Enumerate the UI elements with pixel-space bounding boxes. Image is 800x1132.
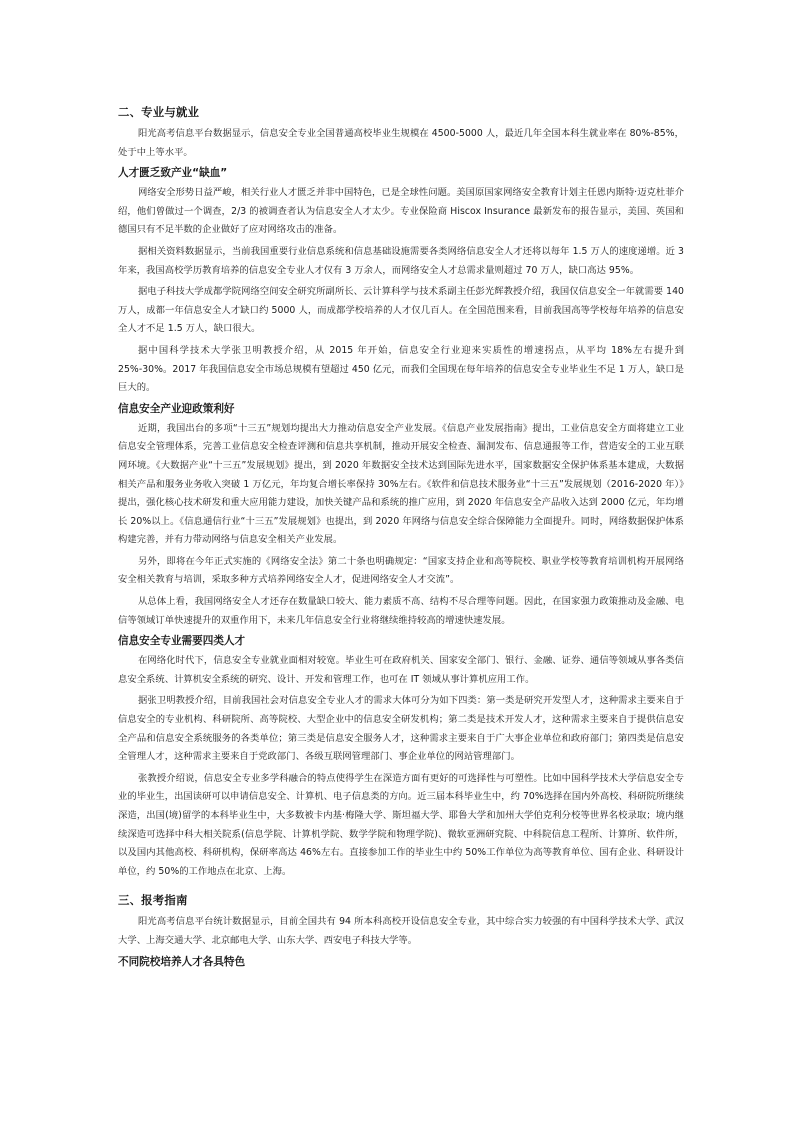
section-heading: 二、专业与就业 <box>118 105 200 119</box>
subsection-heading: 不同院校培养人才各具特色 <box>118 955 246 968</box>
paragraph: 据张卫明教授介绍，目前我国社会对信息安全专业人才的需求大体可分为如下四类：第一类是研究开发型人才，这种需求主要来自于信息安全的专业机构、科研院所、高等院校、大型企业中的信息安全研发机构；第二类是技术开发人才，这种需求主要来自于提供信息安全产品和信息安全系统服务的各类单位；第三类是信息安全服务人才，这种需求主要来自于广大事企业单位和政府部门；第四类是信息安全管理人才，这种需求主要来自于党政部门、各级互联网管理部门、事企业单位的网站管理部门。 <box>118 695 684 763</box>
paragraph: 近期，我国出台的多项“十三五”规划均提出大力推动信息安全产业发展。《信息产业发展指南》提出，工业信息安全方面将建立工业信息安全管理体系，完善工业信息安全检查评测和信息共享机制，推动开展安全检查、漏洞发布、信息通报等工作，营造安全的工业互联网环境。《大数据产业“十三五”发展规划》提出，到 2020 年数据安全技术达到国际先进水平，国家数据安全保护体系基本建成，大数据相关产品和服务业务收入突破 1 万亿元，年均复合增长率保持 30%左右。《软件和信息技术服务业“十三五”发展规划（2016-2020 年）》提出，强化核心技术研发和重大应用能力建设，加快关键产品和系统的推广应用，到 2020 年信息安全产品收入达到 2000 亿元，年均增长 20%以上。《信息通信行业“十三五”发展规划》也提出，到 2020 年网络与信息安全综合保障能力全面提升。同时，网络数据保护体系构建完善，并有力带动网络与信息安全相关产业发展。 <box>118 422 684 546</box>
section-spacer <box>118 884 684 892</box>
paragraph: 另外，即将在今年正式实施的《网络安全法》第二十条也明确规定：“国家支持企业和高等院校、职业学校等教育培训机构开展网络安全相关教育与培训，采取多种方式培养网络安全人才，促进网络安全人才交流”。 <box>118 555 684 586</box>
paragraph: 据电子科技大学成都学院网络空间安全研究所副所长、云计算科学与技术系副主任彭光辉教授介绍，我国仅信息安全一年就需要 140 万人，成都一年信息安全人才缺口约 5000 人，而成都学校培养的人才仅几百人。在全国范围来看，目前我国高等学校每年培养的信息安全人才不足 1.5 万人，缺口很大。 <box>118 286 684 335</box>
section-heading: 三、报考指南 <box>118 893 188 908</box>
paragraph: 据相关资料数据显示，当前我国重要行业信息系统和信息基础设施需要各类网络信息安全人才还将以每年 1.5 万人的速度递增。近 3 年来，我国高校学历教育培养的信息安全专业人才仅有 3 万余人，而网络安全人才总需求量则超过 70 万人，缺口高达 95%。 <box>118 245 684 276</box>
subsection-heading: 信息安全产业迎政策利好 <box>118 402 235 415</box>
paragraph: 据中国科学技术大学张卫明教授介绍，从 2015 年开始，信息安全行业迎来实质性的增速拐点，从平均 18%左右提升到 25%-30%。2017 年我国信息安全市场总规模有望超过 450 亿元，而我们全国现在每年培养的信息安全专业毕业生不足 1 万人，缺口是巨大的。 <box>118 344 684 394</box>
subsection-heading: 人才匮乏致产业“缺血” <box>118 167 228 180</box>
paragraph: 张教授介绍说，信息安全专业多学科融合的特点使得学生在深造方面有更好的可选择性与可塑性。比如中国科学技术大学信息安全专业的毕业生，出国读研可以申请信息安全、计算机、电子信息类的方向。近三届本科毕业生中，约 70%选择在国内外高校、科研院所继续深造，出国(境)留学的本科毕业生中，大多数被卡内基·梅隆大学、斯坦福大学、耶鲁大学和加州大学伯克利分校等世界名校录取；境内继续深造可选择中科大相关院系(信息学院、计算机学院、数学学院和物理学院)、微软亚洲研究院、中科院信息工程所、计算所、软件所，以及国内其他高校、科研机构，保研率高达 46%左右。直接参加工作的毕业生中约 50%工作单位为高等教育单位、国有企业、科研设计单位，约 50%的工作地点在北京、上海。 <box>118 772 684 877</box>
paragraph: 在网络化时代下，信息安全专业就业面相对较宽。毕业生可在政府机关、国家安全部门、银行、金融、证券、通信等领域从事各类信息安全系统、计算机安全系统的研究、设计、开发和管理工作，也可在 IT 领域从事计算机应用工作。 <box>118 655 684 685</box>
paragraph: 从总体上看，我国网络安全人才还存在数量缺口较大、能力素质不高、结构不尽合理等问题。因此，在国家强力政策推动及金融、电信等领域订单快速提升的双重作用下，未来几年信息安全行业将继续维持较高的增速快速发展。 <box>118 596 684 626</box>
paragraph: 网络安全形势日益严峻，相关行业人才匮乏并非中国特色，已是全球性问题。美国原国家网络安全教育计划主任恩内斯特·迈克杜菲介绍，他们曾做过一个调查，2/3 的被调查者认为信息安全人才太少。专业保险商 Hiscox Insurance 最新发布的报告显示，美国、英国和德国只有不足半数的企业做好了应对网络攻击的准备。 <box>118 187 684 236</box>
article-body <box>118 104 684 973</box>
paragraph: 阳光高考信息平台数据显示，信息安全专业全国普通高校毕业生规模在 4500-5000 人，最近几年全国本科生就业率在 80%-85%，处于中上等水平。 <box>118 128 684 158</box>
subsection-heading: 信息安全专业需要四类人才 <box>118 635 246 648</box>
paragraph: 阳光高考信息平台统计数据显示，目前全国共有 94 所本科高校开设信息安全专业，其中综合实力较强的有中国科学技术大学、武汉大学、上海交通大学、北京邮电大学、山东大学、西安电子科技大学等。 <box>118 916 684 946</box>
